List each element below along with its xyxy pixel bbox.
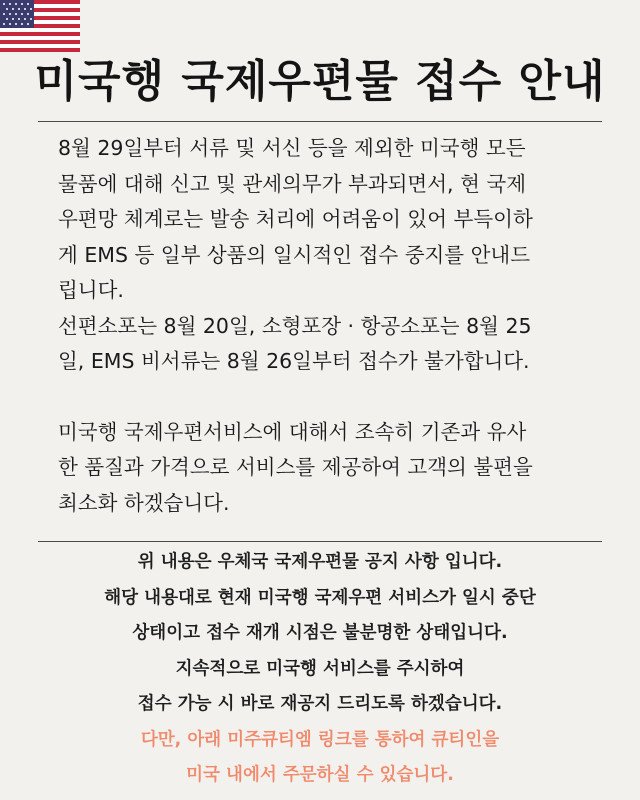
paragraph-gap [58, 380, 600, 415]
body-line: 일, EMS 비서류는 8월 26일부터 접수가 불가합니다. [58, 349, 530, 373]
body-line: 게 EMS 등 일부 상품의 일시적인 접수 중지를 안내드 [58, 242, 531, 267]
notice-line: 접수 가능 시 바로 재공지 드리도록 하겠습니다. [137, 694, 503, 714]
bottom-divider [38, 541, 602, 542]
page-title: 미국행 국제우편물 접수 안내 [34, 56, 606, 107]
body-line: 미국행 국제우편서비스에 대해서 조속히 기존과 유사 [58, 419, 527, 444]
us-flag-icon [0, 0, 80, 52]
notice-line: 위 내용은 우체국 국제우편물 공지 사항 입니다. [137, 552, 503, 572]
top-divider [38, 121, 602, 122]
body-line: 최소화 하겠습니다. [58, 490, 230, 515]
highlight-notice-line: 다만, 아래 미주큐티엠 링크를 통하여 큐티인을 [140, 729, 500, 750]
announcement-body [58, 131, 600, 521]
body-line: 물품에 대해 신고 및 관세의무가 부과되면서, 현 국제 [58, 171, 526, 196]
body-line: 선편소포는 8월 20일, 소형포장 · 항공소포는 8월 25 [58, 313, 532, 338]
notice-line: 상태이고 접수 재개 시점은 불분명한 상태입니다. [132, 623, 508, 643]
notice-line: 해당 내용대로 현재 미국행 국제우편 서비스가 일시 중단 [104, 587, 536, 608]
notice-line: 지속적으로 미국행 서비스를 주시하여 [175, 658, 465, 679]
body-line: 8월 29일부터 서류 및 서신 등을 제외한 미국행 모든 [58, 136, 526, 160]
body-line: 우편망 체계로는 발송 처리에 어려움이 있어 부득이하 [58, 207, 533, 231]
body-line: 립니다. [58, 278, 124, 302]
notice-section [0, 545, 640, 794]
body-line: 한 품질과 가격으로 서비스를 제공하여 고객의 불편을 [58, 455, 533, 479]
highlight-notice-line: 미국 내에서 주문하실 수 있습니다. [186, 765, 454, 785]
